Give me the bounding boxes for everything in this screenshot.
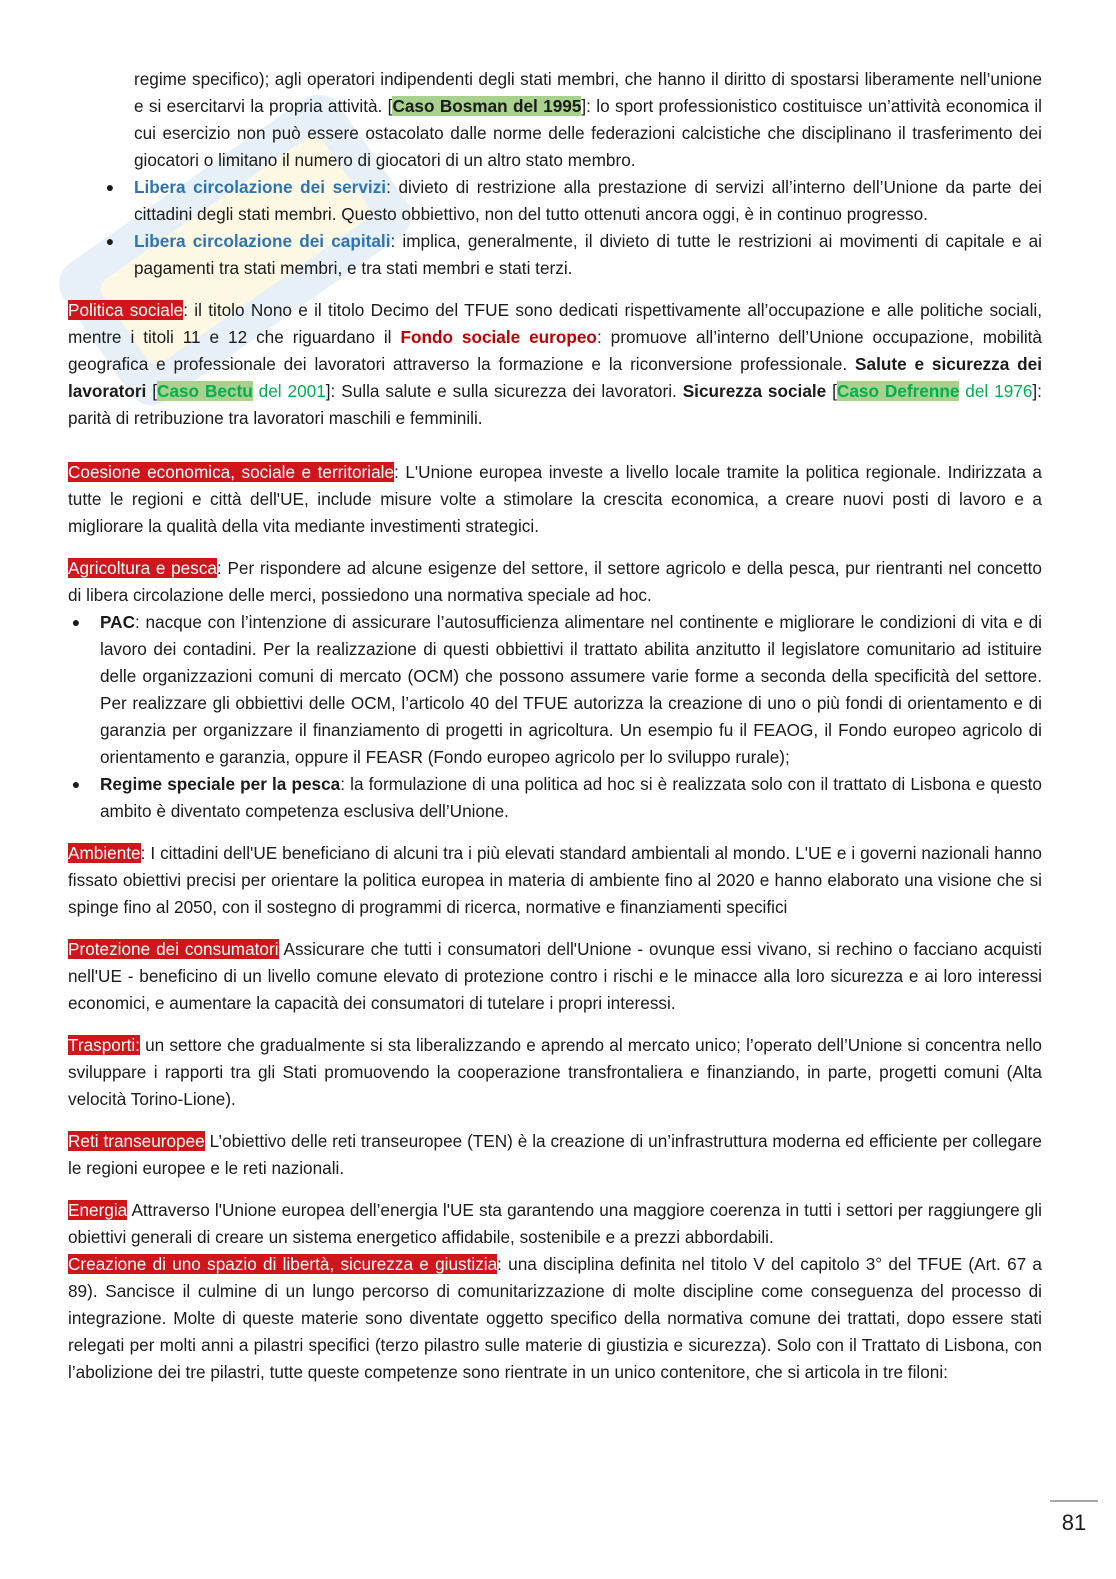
footer-divider (1050, 1500, 1098, 1502)
fondo-sociale-term: Fondo sociale europeo (400, 327, 597, 347)
section-heading-creazione: Creazione di uno spazio di libertà, sicurezza e giustizia (68, 1254, 498, 1274)
bullet-icon: ● (105, 233, 115, 249)
ambiente-paragraph: Ambiente: I cittadini dell'UE beneficiano di alcuni tra i più elevati standard ambientali al mondo. L'UE e i governi nazionali hanno fissato obiettivi precisi per orientare la politica europea in materia di ambiente fino al 2020 e hanno elaborato una visione che si spinge fino al 2050, con il sostegno di programmi di ricerca, normative e finanziamenti specifici (68, 843, 1042, 917)
list-item (105, 228, 1042, 282)
agricoltura-paragraph: Agricoltura e pesca: Per rispondere ad alcune esigenze del settore, il settore agricolo e della pesca, pur rientranti nel concetto di libera circolazione delle merci, possiedono una normativa speciale ad hoc. (68, 558, 1042, 605)
energia-paragraph: Energia Attraverso l'Unione europea dell’energia l'UE sta garantendo una maggiore coerenza in tutti i settori per raggiungere gli obiettivi generali di creare un sistema energetico affidabile, sostenibile e a prezzi abbordabili. (68, 1200, 1042, 1247)
protezione-paragraph: Protezione dei consumatori Assicurare che tutti i consumatori dell'Unione - ovunque essi vivano, si rechino o facciano acquisti nell'UE - beneficino di un livello comune elevato di protezione contro i rischi e le minacce alla loro sicurezza e ai loro interessi economici, e aumentare la capacità dei consumatori di tutelare i propri interessi. (68, 939, 1042, 1013)
intro-paragraph (134, 66, 1042, 174)
page-number: 81 (1061, 1510, 1087, 1535)
bullet-label: Libera circolazione dei servizi (134, 177, 387, 197)
intro-text: regime specifico); agli operatori indipendenti degli stati membri, che hanno il diritto di spostarsi liberamente nell’unione e si esercitarvi la propria attività. [ (134, 69, 1042, 116)
bullet-label: PAC (100, 612, 136, 632)
section-heading-ambiente: Ambiente (68, 843, 141, 863)
section-heading-politica-sociale: Politica sociale (68, 300, 184, 320)
case-bectu: Caso Bectu (157, 381, 253, 401)
bullet-text: : la formulazione di una politica ad hoc si è realizzata solo con il trattato di Lisbona e questo ambito è diventato competenza esclusiva dell’Unione. (100, 774, 1042, 821)
case-defrenne-year: del 1976 (959, 381, 1033, 401)
bullet-text: : nacque con l’intenzione di assicurare l’autosufficienza alimentare nel continente e migliorare le condizioni di vita e di lavoro dei contadini. Per la realizzazione di questi obbiettivi il trattato abilita anzitutto il legislatore comunitario ad istituire delle organizzazioni comuni di mercato (OCM) che possono assumere varie forme a seconda della specificità del settore. Per realizzare gli obbiettivi delle OCM, l’articolo 40 del TFUE autorizza la creazione di uno o più fondi di orientamento e di garanzia per organizzare il finanziamento di progetti in agricoltura. Un esempio fu il FEAOG, il Fondo europeo agricolo di orientamento e garanzia, oppure il FEASR (Fondo europeo agricolo per lo sviluppo rurale); (100, 612, 1042, 767)
politica-sociale-paragraph: Politica sociale: il titolo Nono e il titolo Decimo del TFUE sono dedicati rispettivamente all’occupazione e alle politiche sociali, mentre i titoli 11 e 12 che riguardano il Fondo sociale europeo: promuove all’interno dell’Unione occupazione, mobilità geografica e professionale dei lavoratori attraverso la formazione e la riconversione professionale. Salute e sicurezza dei lavoratori [Caso Bectu del 2001]: Sulla salute e sulla sicurezza dei lavoratori. Sicurezza sociale [Caso Defrenne del 1976]: parità di retribuzione tra lavoratori maschili e femminili. (68, 300, 1042, 428)
bullet-text: : divieto di restrizione alla prestazione di servizi all’interno dell’Unione da parte dei cittadini degli stati membri. Questo obbiettivo, non del tutto ottenuti ancora oggi, è in continuo progresso. (134, 177, 1042, 224)
sicurezza-term: Sicurezza sociale (682, 381, 827, 401)
salute-term: Salute e sicurezza dei lavoratori (68, 354, 1042, 401)
bullet-label: Regime speciale per la pesca (100, 774, 341, 794)
list-item (105, 174, 1042, 228)
case-defrenne: Caso Defrenne (836, 381, 960, 401)
intro-case-text: ]: lo sport professionistico costituisce un’attività economica il cui esercizio non può essere ostacolato dalle norme delle federazioni calcistiche che disciplinano il trasferimento dei giocatori o limitano il numero di giocatori di un altro stato membro. (134, 96, 1042, 170)
document-page (68, 66, 1042, 1386)
case-bosman: Caso Bosman del 1995 (392, 96, 582, 116)
agricoltura-bullet-list (71, 609, 1042, 825)
bullet-icon: ● (105, 179, 115, 195)
bullet-icon: ● (71, 776, 81, 792)
creazione-paragraph: Creazione di uno spazio di libertà, sicurezza e giustizia: una disciplina definita nel titolo V del capitolo 3° del TFUE (Art. 67 a 89). Sancisce il culmine di un lungo percorso di comunitarizzazione di molte discipline come conseguenza del processo di integrazione. Molte di queste materie sono diventate oggetto specifico della normativa comune dei trattati, dopo essere stati relegati per molti anni a pilastri specifici (terzo pilastro sulle materie di giustizia e sicurezza). Solo con il Trattato di Lisbona, con l’abolizione dei tre pilastri, tutte queste competenze sono rientrate in un unico contenitore, che si articola in tre filoni: (68, 1254, 1042, 1382)
case-bectu-year: del 2001 (252, 381, 326, 401)
bullet-text: : implica, generalmente, il divieto di tutte le restrizioni ai movimenti di capitale e ai pagamenti tra stati membri, e tra stati membri e stati terzi. (134, 231, 1042, 278)
section-heading-agricoltura: Agricoltura e pesca (68, 558, 217, 578)
intro-bullet-list (105, 174, 1042, 282)
section-heading-energia: Energia (68, 1200, 128, 1220)
section-heading-trasporti: Trasporti: (68, 1035, 140, 1055)
trasporti-paragraph: Trasporti: un settore che gradualmente si sta liberalizzando e aprendo al mercato unico; l’operato dell’Unione si concentra nello sviluppare i rapporti tra gli Stati promuovendo la cooperazione transfrontaliera e finanziando, in parte, progetti comuni (Alta velocità Torino-Lione). (68, 1035, 1042, 1109)
list-item (71, 771, 1042, 825)
section-heading-reti: Reti transeuropee (68, 1131, 205, 1151)
bullet-label: Libera circolazione dei capitali (134, 231, 391, 251)
coesione-paragraph: Coesione economica, sociale e territoriale: L'Unione europea investe a livello locale tramite la politica regionale. Indirizzata a tutte le regioni e città dell'UE, include misure volte a stimolare la crescita economica, a creare nuovi posti di lavoro e a migliorare la qualità della vita mediante investimenti strategici. (68, 462, 1042, 536)
section-heading-protezione: Protezione dei consumatori (68, 939, 279, 959)
reti-paragraph: Reti transeuropee L’obiettivo delle reti transeuropee (TEN) è la creazione di un’infrastruttura moderna ed efficiente per collegare le regioni europee e le reti nazionali. (68, 1131, 1042, 1178)
list-item (71, 609, 1042, 771)
bullet-icon: ● (71, 614, 81, 630)
section-heading-coesione: Coesione economica, sociale e territoriale (68, 462, 395, 482)
